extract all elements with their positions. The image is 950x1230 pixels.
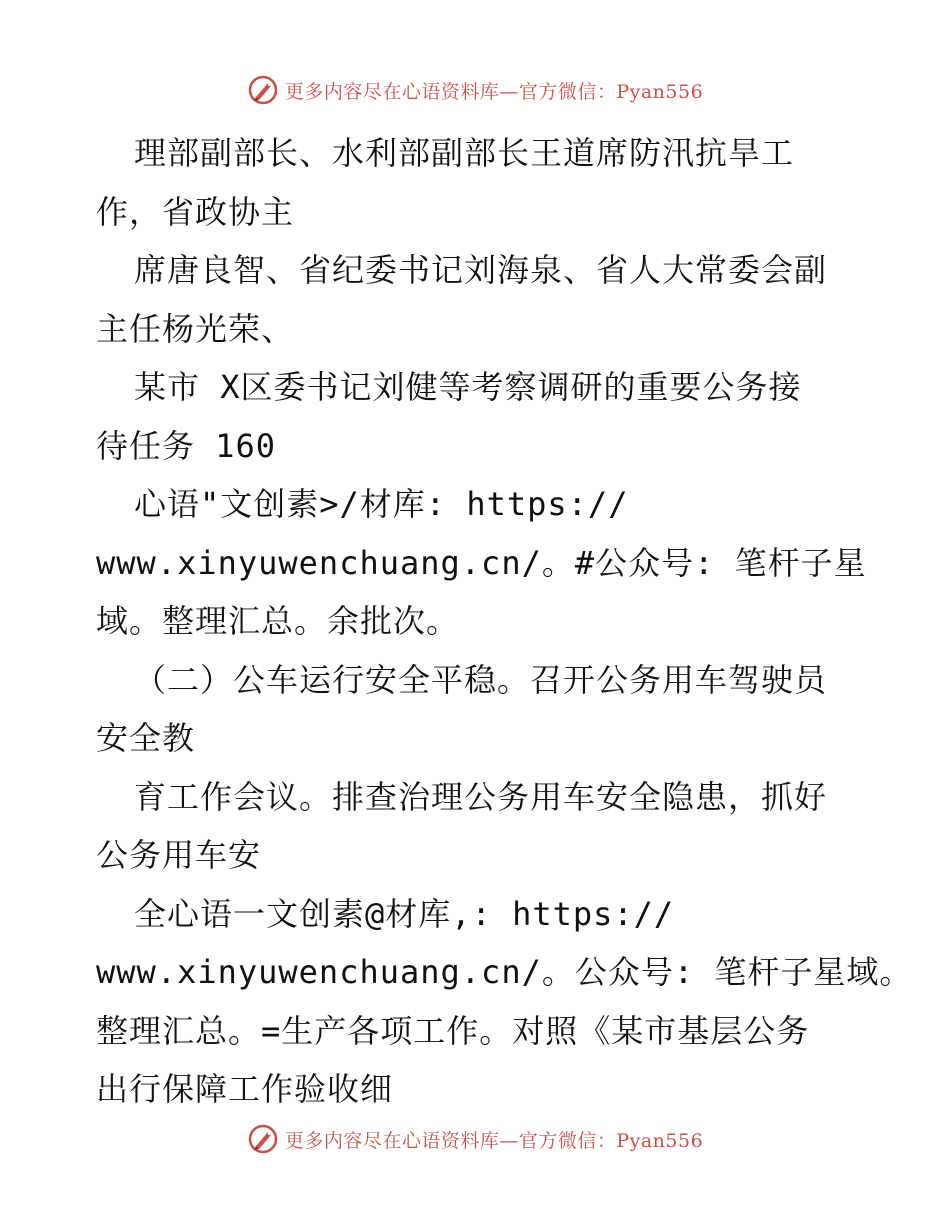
text-line: 待任务 160 [96,426,277,465]
document-body [96,124,913,1119]
text-line: 全心语一文创素@材库,: https:// [134,894,675,933]
header-watermark-banner [0,72,950,108]
text-line: 理部副部长、水利部副部长王道席防汛抗旱工 [134,134,795,172]
text-line: www.xinyuwenchuang.cn/。#公众号: 笔杆子星 [96,543,867,582]
text-line: 主任杨光荣、 [96,309,295,348]
pen-logo-icon [247,1123,279,1155]
text-line: www.xinyuwenchuang.cn/。公众号: 笔杆子星域。 [96,953,913,991]
text-line: 育工作会议。排查治理公务用车安全隐患，抓好 [134,777,828,816]
text-line: 出行保障工作验收细 [96,1070,394,1108]
text-line: 某市 X区委书记刘健等考察调研的重要公务接 [134,368,802,406]
pen-logo-icon [247,74,279,106]
text-line: 作，省政协主 [96,192,295,231]
footer-banner-text: 更多内容尽在心语资料库—官方微信：Pyan556 [284,1129,704,1152]
text-line: 整理汇总。=生产各项工作。对照《某市基层公务 [96,1011,810,1050]
text-line: 心语"文创素>/材库: https:// [134,485,629,523]
header-banner-text: 更多内容尽在心语资料库—官方微信：Pyan556 [284,80,704,103]
footer-watermark-banner [0,1121,950,1157]
text-line: 安全教 [96,719,196,757]
text-line: 公务用车安 [96,836,262,874]
text-line: 域。整理汇总。余批次。 [96,602,460,640]
text-line: （二）公车运行安全平稳。召开公务用车驾驶员 [134,660,828,699]
text-line: 席唐良智、省纪委书记刘海泉、省人大常委会副 [134,251,828,289]
